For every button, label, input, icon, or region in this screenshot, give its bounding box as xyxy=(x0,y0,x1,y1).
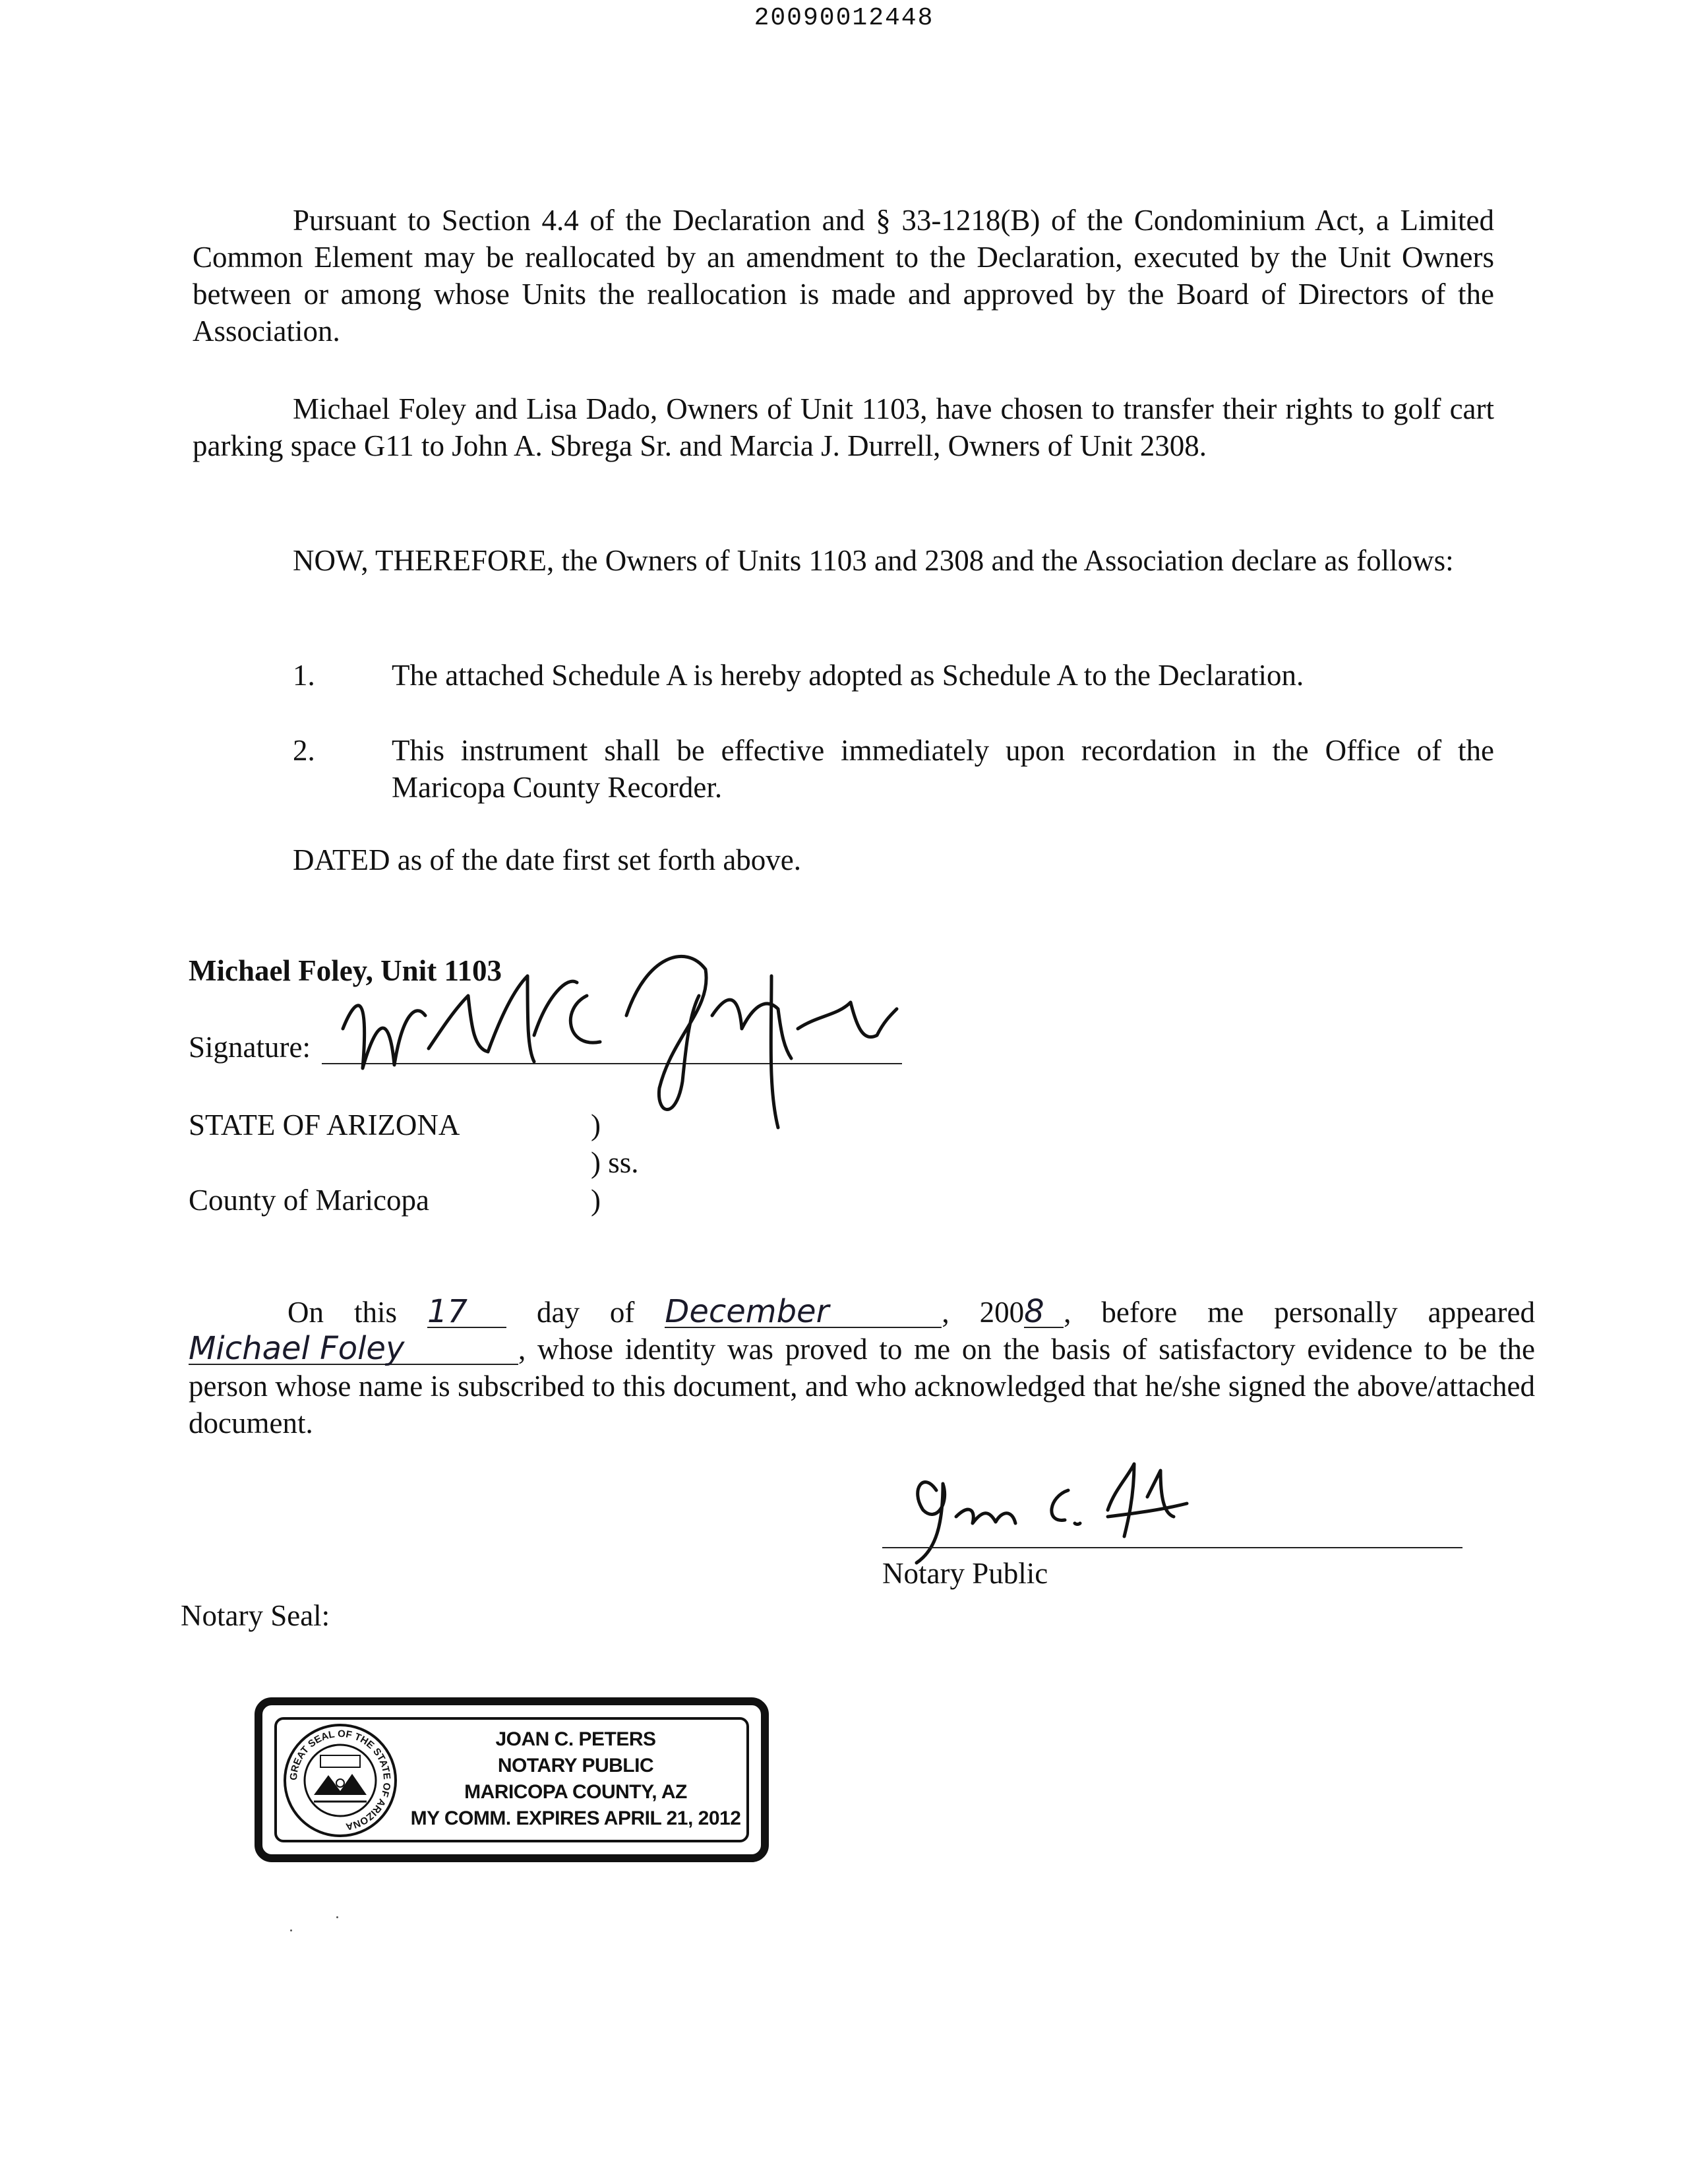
notary-public-label: Notary Public xyxy=(882,1557,1048,1590)
venue-paren-ss: ) ss. xyxy=(591,1146,639,1179)
paragraph-transfer: Michael Foley and Lisa Dado, Owners of Unit 1103, have chosen to transfer their rights to golf cart parking space G11 to John A. Sbrega Sr. and Marcia J. Durrell, Owners of Unit 2308. xyxy=(193,392,1494,462)
list-item xyxy=(293,657,1494,694)
state-seal-icon xyxy=(282,1722,398,1838)
list-item-text: This instrument shall be effective immediately upon recordation in the Office of the Maricopa County Recorder. xyxy=(392,734,1494,804)
ack-day-of: day of xyxy=(536,1296,635,1329)
stamp-name: JOAN C. PETERS xyxy=(495,1728,656,1750)
paragraph-declare: NOW, THEREFORE, the Owners of Units 1103 and 2308 and the Association declare as follows: xyxy=(293,544,1454,577)
ack-person-field: Michael Foley xyxy=(189,1333,518,1365)
record-number: 20090012448 xyxy=(754,4,934,32)
notary-signature xyxy=(897,1451,1226,1569)
stamp-title: NOTARY PUBLIC xyxy=(497,1755,654,1776)
list-item-number: 2. xyxy=(293,734,315,767)
county-label: County of Maricopa xyxy=(189,1184,429,1217)
ack-day-field: 17 xyxy=(427,1296,506,1328)
ack-year-prefix: , 200 xyxy=(942,1296,1025,1329)
stamp-county: MARICOPA COUNTY, AZ xyxy=(464,1781,687,1803)
paragraph-section: Pursuant to Section 4.4 of the Declaration and § 33-1218(B) of the Condominium Act, a Limited Common Element may be reallocated by an amendment to the Declaration, executed by the Unit Owners between or among whose Units the reallocation is made and approved by the Board of Directors of the Association. xyxy=(193,204,1494,348)
stamp-expiry: MY COMM. EXPIRES APRIL 21, 2012 xyxy=(410,1807,741,1829)
signature-label: Signature: xyxy=(189,1031,311,1064)
list-item xyxy=(293,732,1494,806)
ack-month-field: December xyxy=(665,1296,942,1328)
acknowledgment-paragraph xyxy=(189,1294,1535,1441)
ack-on-this: On this xyxy=(287,1296,397,1329)
venue-paren: ) xyxy=(591,1184,601,1217)
venue-paren: ) xyxy=(591,1108,601,1141)
state-label: STATE OF ARIZONA xyxy=(189,1108,460,1141)
owner-name: Michael Foley, Unit 1103 xyxy=(189,954,502,987)
ack-rest: , whose identity was proved to me on the basis of satisfactory evidence to be the person whose name is subscribed to this document, and who acknowledged that he/she signed the above/attached document. xyxy=(189,1333,1535,1440)
dated-line: DATED as of the date first set forth above. xyxy=(293,843,802,876)
notary-signature-line xyxy=(882,1547,1462,1548)
notary-seal-label: Notary Seal: xyxy=(181,1599,330,1632)
seal-ring-text: GREAT SEAL OF THE STATE OF ARIZONA xyxy=(287,1728,393,1833)
ack-year-field: 8 xyxy=(1024,1296,1064,1328)
ack-before-me: , before me personally appeared xyxy=(1064,1296,1536,1329)
notary-stamp xyxy=(255,1697,769,1862)
scan-speck xyxy=(290,1929,292,1931)
list-item-number: 1. xyxy=(293,659,315,692)
list-item-text: The attached Schedule A is hereby adopted as Schedule A to the Declaration. xyxy=(392,659,1304,692)
owner-signature xyxy=(316,917,950,1154)
scan-speck xyxy=(336,1916,338,1918)
